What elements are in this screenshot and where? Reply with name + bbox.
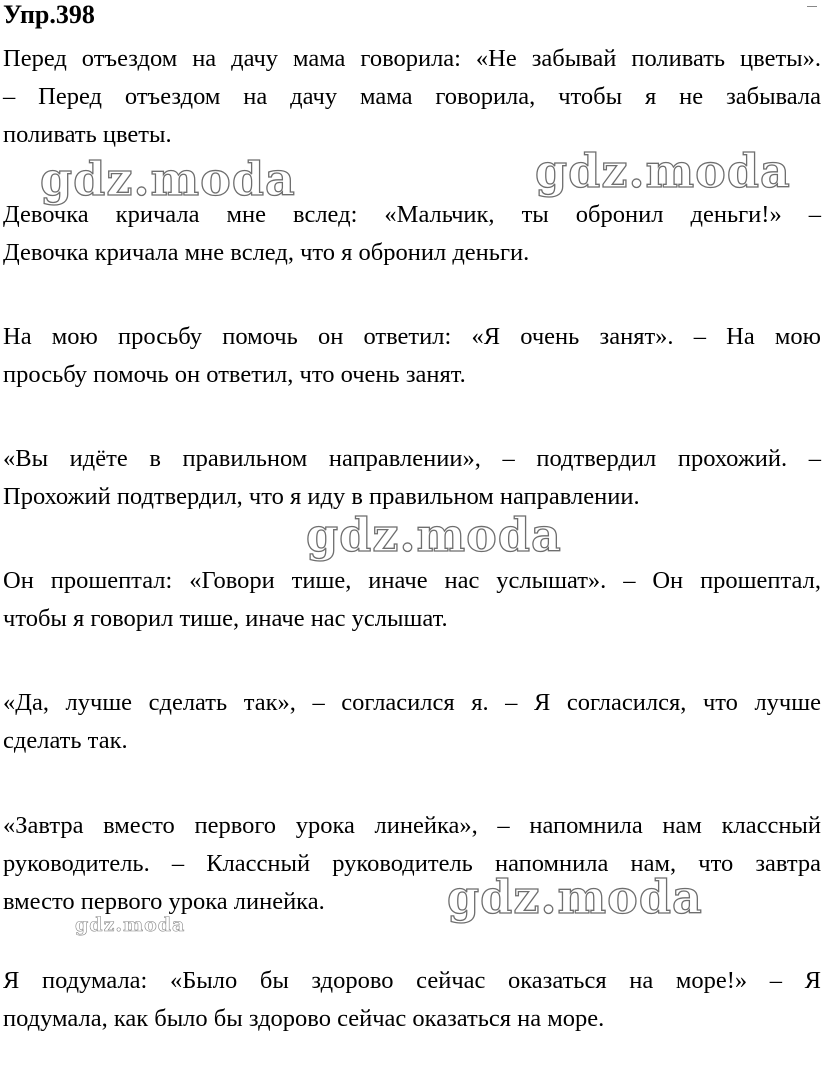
watermark: gdz.moda (40, 152, 296, 206)
paragraph-line: – Перед отъездом на дачу мама говорила, чтобы я не забывала (3, 83, 821, 110)
watermark: gdz.moda (447, 870, 703, 924)
paragraph-1 (3, 40, 821, 154)
paragraph-line: «Да, лучше сделать так», – согласился я. – Я согласился, что лучше (3, 689, 821, 716)
paragraph-line: поливать цветы. (3, 121, 172, 148)
paragraph-line: Девочка кричала мне вслед, что я обронил деньги. (3, 239, 530, 266)
paragraph-line: «Вы идёте в правильном направлении», – подтвердил прохожий. – (3, 445, 821, 472)
paragraph-line: Перед отъездом на дачу мама говорила: «Не забывай поливать цветы». (3, 45, 821, 72)
paragraph-3 (3, 318, 821, 394)
paragraph-line: Я подумала: «Было бы здорово сейчас оказаться на море!» – Я (3, 967, 821, 994)
watermark: gdz.moda (535, 144, 791, 198)
paragraph-line: чтобы я говорил тише, иначе нас услышат. (3, 605, 448, 632)
paragraph-8 (3, 962, 821, 1038)
paragraph-5 (3, 562, 821, 638)
paragraph-line: подумала, как было бы здорово сейчас оказаться на море. (3, 1005, 605, 1032)
paragraph-line: просьбу помочь он ответил, что очень занят. (3, 361, 466, 388)
paragraph-line: Прохожий подтвердил, что я иду в правильном направлении. (3, 483, 640, 510)
exercise-title: Упр.398 (3, 0, 95, 29)
paragraph-line: Девочка кричала мне вслед: «Мальчик, ты обронил деньги!» – (3, 201, 821, 228)
paragraph-line: сделать так. (3, 727, 128, 754)
paragraph-4 (3, 440, 821, 516)
paragraph-line: Он прошептал: «Говори тише, иначе нас услышат». – Он прошептал, (3, 567, 821, 594)
paragraph-line: вместо первого урока линейка. (3, 888, 325, 915)
paragraph-6 (3, 684, 821, 760)
paragraph-line: руководитель. – Классный руководитель напомнила нам, что завтра (3, 850, 821, 877)
watermark: gdz.moda (75, 914, 186, 936)
corner-mark (807, 0, 817, 7)
paragraph-2 (3, 196, 821, 272)
watermark: gdz.moda (306, 508, 562, 562)
paragraph-line: «Завтра вместо первого урока линейка», – напомнила нам классный (3, 812, 821, 839)
paragraph-line: На мою просьбу помочь он ответил: «Я очень занят». – На мою (3, 323, 821, 350)
